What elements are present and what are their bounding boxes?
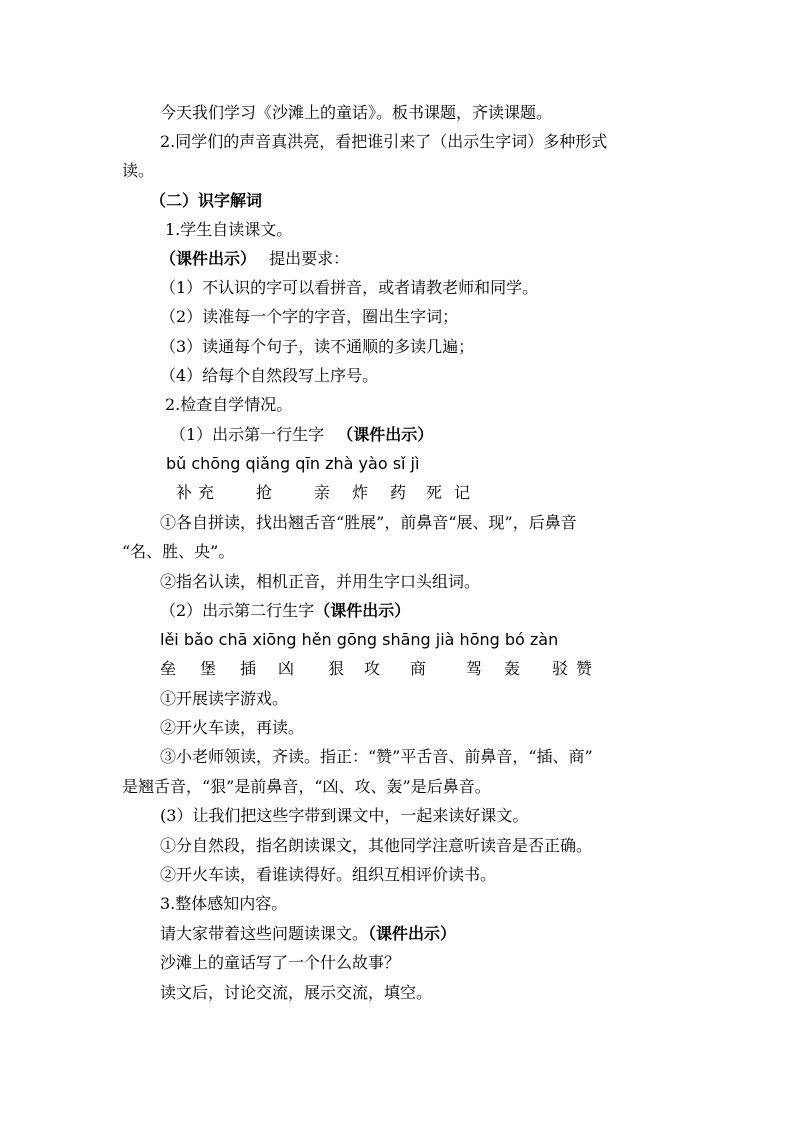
requirement-item-4: （4）给每个自然段写上序号。 [160, 366, 379, 385]
step-self-read: 1.学生自读课文。 [165, 220, 293, 239]
activity-2: ②开火车读，再读。 [160, 718, 305, 737]
character: 赞 [576, 659, 593, 678]
note-1-line2: “名、胜、央”。 [122, 542, 235, 561]
row1-intro-text: （1）出示第一行生字 [170, 425, 325, 444]
question-discussion: 读文后，讨论交流，展示交流，填空。 [160, 983, 433, 1002]
courseware-tag: （课件出示） [337, 425, 434, 444]
character: 死 [426, 483, 443, 502]
character: 充 [198, 483, 215, 502]
character: 商 [410, 659, 427, 678]
character: 垒 [160, 659, 177, 678]
paragraph-step2-line2: 读。 [122, 161, 155, 180]
character: 驾 [466, 659, 483, 678]
character: 炸 [352, 483, 369, 502]
character: 记 [454, 483, 471, 502]
character: 插 [240, 659, 257, 678]
requirement-item-1: （1）不认识的字可以看拼音，或者请教老师和同学。 [160, 278, 539, 297]
question-prompt-text: 请大家带着这些问题读课文。 [160, 924, 369, 943]
requirement-header [160, 248, 349, 270]
reading-item-2: ②开火车读，看谁读得好。组织互相评价读书。 [160, 865, 497, 884]
row2-characters [0, 658, 794, 682]
courseware-tag: （课件出示） [314, 601, 411, 620]
character: 凶 [278, 659, 295, 678]
paragraph-step2-line1: 2.同学们的声音真洪亮，看把谁引来了（出示生字词）多种形式 [160, 132, 608, 151]
step-overall: 3.整体感知内容。 [160, 894, 288, 913]
reading-step: (3）让我们把这些字带到课文中，一起来读好课文。 [160, 806, 529, 825]
section-heading: （二）识字解词 [150, 191, 263, 210]
character: 驳 [552, 659, 569, 678]
row2-intro [160, 600, 410, 622]
courseware-tag: （课件出示） [160, 249, 257, 268]
row2-intro-text: （2）出示第二行生字 [160, 601, 315, 620]
requirement-item-2: （2）读准每一个字的字音，圈出生字词； [160, 307, 459, 326]
row1-pinyin: bǔ chōng qiǎng qīn zhà yào sǐ jì [166, 454, 420, 473]
row1-characters [0, 482, 794, 506]
character: 堡 [200, 659, 217, 678]
note-1-line1: ①各自拼读，找出翘舌音“胜展”，前鼻音“展、现”，后鼻音 [160, 513, 577, 532]
character: 补 [176, 483, 193, 502]
row1-intro [170, 424, 433, 446]
character: 药 [390, 483, 407, 502]
courseware-tag: （课件出示） [368, 924, 457, 943]
paragraph-intro: 今天我们学习《沙滩上的童话》。板书课题，齐读课题。 [160, 103, 553, 122]
step-check: 2.检查自学情况。 [165, 395, 293, 414]
reading-item-1: ①分自然段，指名朗读课文，其他同学注意听读音是否正确。 [160, 836, 593, 855]
activity-3-line2: 是翘舌音，“狠”是前鼻音，“凶、攻、轰”是后鼻音。 [122, 777, 491, 796]
question-story: 沙滩上的童话写了一个什么故事？ [160, 953, 401, 972]
character: 亲 [314, 483, 331, 502]
character: 狠 [328, 659, 345, 678]
note-2: ②指名认读，相机正音，并用生字口头组词。 [160, 572, 481, 591]
character: 攻 [364, 659, 381, 678]
question-prompt [160, 923, 456, 945]
character: 抢 [256, 483, 273, 502]
character: 轰 [504, 659, 521, 678]
activity-1: ①开展读字游戏。 [160, 689, 289, 708]
requirement-label: 提出要求： [269, 249, 350, 268]
requirement-item-3: （3）读通每个句子，读不通顺的多读几遍； [160, 337, 475, 356]
activity-3-line1: ③小老师领读，齐读。指正：“赞”平舌音、前鼻音，“插、商” [160, 747, 593, 766]
row2-pinyin: lěi bǎo chā xiōng hěn gōng shāng jià hōng bó zàn [160, 630, 559, 649]
